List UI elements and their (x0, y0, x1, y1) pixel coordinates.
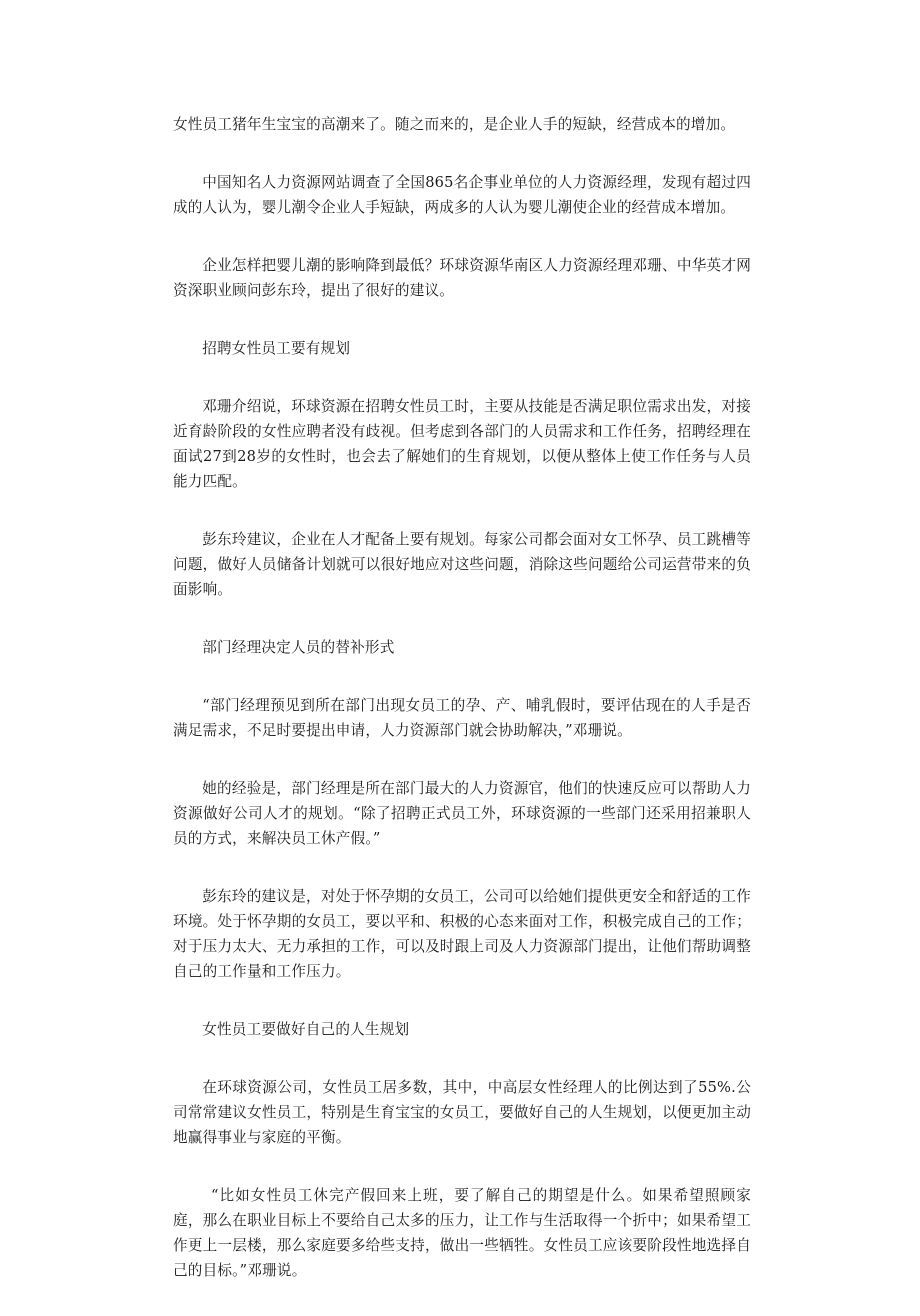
section-heading: 招聘女性员工要有规划 (202, 340, 351, 357)
article-paragraph: 女性员工猪年生宝宝的高潮来了。随之而来的，是企业人手的短缺，经营成本的增加。 (173, 116, 736, 133)
article-paragraph: “部门经理预见到所在部门出现女员工的孕、产、哺乳假时，要评估现在的人手是否满足需求，不足时要提出申请，人力资源部门就会协助解决，”邓珊说。 (173, 697, 751, 739)
article-paragraph: 她的经验是，部门经理是所在部门最大的人力资源官，他们的快速反应可以帮助人力资源做好公司人才的规划。“除了招聘正式员工外，环球资源的一些部门还采用招兼职人员的方式，来解决员工休产假。” (173, 780, 751, 847)
article-paragraph: 中国知名人力资源网站调查了全国865名企事业单位的人力资源经理，发现有超过四成的人认为，婴儿潮令企业人手短缺，两成多的人认为婴儿潮使企业的经营成本增加。 (173, 174, 751, 216)
article-paragraph: “比如女性员工休完产假回来上班，要了解自己的期望是什么。如果希望照顾家庭，那么在职业目标上不要给自己太多的压力，让工作与生活取得一个折中；如果希望工作更上一层楼，那么家庭要多给些支持，做出一些牺牲。女性员工应该要阶段性地选择自己的目标。”邓珊说。 (173, 1187, 751, 1279)
article-paragraph: 在环球资源公司，女性员工居多数，其中，中高层女性经理人的比例达到了55%.公司常常建议女性员工，特别是生育宝宝的女员工，要做好自己的人生规划，以便更加主动地赢得事业与家庭的平衡。 (173, 1079, 751, 1146)
article-paragraph: 邓珊介绍说，环球资源在招聘女性员工时，主要从技能是否满足职位需求出发，对接近育龄阶段的女性应聘者没有歧视。但考虑到各部门的人员需求和工作任务，招聘经理在面试27到28岁的女性时，也会去了解她们的生育规划，以便从整体上使工作任务与人员能力匹配。 (173, 398, 751, 490)
article-paragraph: 彭东玲的建议是，对处于怀孕期的女员工，公司可以给她们提供更安全和舒适的工作环境。处于怀孕期的女员工，要以平和、积极的心态来面对工作，积极完成自己的工作；对于压力太大、无力承担的工作，可以及时跟上司及人力资源部门提出，让他们帮助调整自己的工作量和工作压力。 (173, 888, 751, 980)
section-heading: 部门经理决定人员的替补形式 (202, 639, 395, 656)
article-body (173, 112, 751, 1316)
article-paragraph: 企业怎样把婴儿潮的影响降到最低？环球资源华南区人力资源经理邓珊、中华英才网资深职业顾问彭东玲，提出了很好的建议。 (173, 257, 751, 299)
section-heading: 女性员工要做好自己的人生规划 (202, 1021, 410, 1038)
article-paragraph: 彭东玲建议，企业在人才配备上要有规划。每家公司都会面对女工怀孕、员工跳槽等问题，做好人员储备计划就可以很好地应对这些问题，消除这些问题给公司运营带来的负面影响。 (173, 531, 751, 598)
